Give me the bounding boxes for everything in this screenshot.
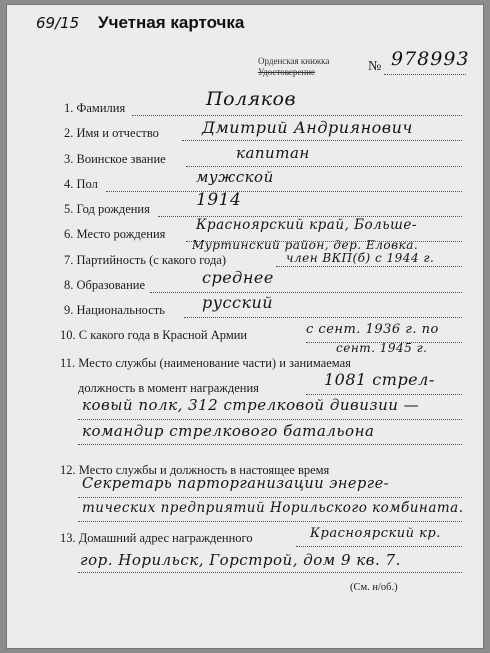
- field-line: [186, 166, 462, 167]
- field-label-army-since: 10. С какого года в Красной Армии: [60, 328, 248, 342]
- record-card: [6, 4, 484, 649]
- field-line: [106, 191, 462, 192]
- field-line: [132, 115, 462, 116]
- field-value-birth-year: 1914: [196, 190, 242, 210]
- field-line: [78, 497, 462, 498]
- field-value-service-2: ковый полк, 312 стрелковой дивизии —: [82, 396, 420, 414]
- field-label-name: 2. Имя и отчество: [64, 126, 159, 140]
- field-value-army-since: с сент. 1936 г. по: [306, 322, 439, 337]
- field-label-party: 7. Партийность (с какого года): [64, 253, 227, 267]
- field-line: [182, 140, 462, 141]
- field-value-current-service-2: тических предприятий Норильского комбината.: [82, 500, 464, 516]
- field-label-nationality: 9. Национальность: [64, 303, 165, 317]
- field-label-education: 8. Образование: [64, 278, 146, 292]
- field-line: [296, 546, 462, 547]
- field-value-name: Дмитрий Андриянович: [202, 118, 413, 137]
- field-value-army-until: сент. 1945 г.: [336, 341, 428, 355]
- number-line: [384, 74, 466, 75]
- field-label-birth-year: 5. Год рождения: [64, 202, 150, 216]
- field-line: [276, 266, 462, 267]
- field-label-service: 11. Место службы (наименование части) и занимаемая: [60, 356, 351, 370]
- field-label-address: 13. Домашний адрес награжденного: [60, 531, 253, 545]
- file-number: 69/15: [36, 14, 80, 32]
- field-value-address-2: гор. Норильск, Горстрой, дом 9 кв. 7.: [80, 551, 401, 569]
- field-label-birthplace: 6. Место рождения: [64, 227, 166, 241]
- field-value-education: среднее: [202, 268, 274, 287]
- field-value-birthplace: Красноярский край, Больше-: [196, 217, 417, 233]
- field-value-address: Красноярский кр.: [310, 526, 441, 541]
- order-book-label: Орденская книжка: [258, 56, 330, 66]
- field-line: [78, 444, 462, 445]
- field-line: [78, 572, 462, 573]
- field-value-party: член ВКП(б) с 1944 г.: [286, 251, 435, 265]
- field-value-current-service: Секретарь парторганизации энерге-: [82, 476, 390, 492]
- field-value-service-3: командир стрелкового батальона: [82, 422, 375, 440]
- field-value-birthplace-cont: Муртинский район, дер. Еловка.: [192, 238, 419, 252]
- number-prefix: №: [368, 59, 382, 74]
- field-line: [184, 317, 462, 318]
- see-reverse-note: (См. н/об.): [350, 582, 398, 593]
- field-label-service-cont: должность в момент награждения: [78, 381, 259, 395]
- field-line: [150, 292, 462, 293]
- field-value-surname: Поляков: [206, 88, 297, 110]
- certificate-label-struck: Удостоверение: [258, 67, 316, 77]
- order-book-number: 978993: [391, 48, 470, 70]
- field-value-rank: капитан: [236, 144, 310, 162]
- field-line: [306, 342, 462, 343]
- card-title: Учетная карточка: [98, 13, 245, 32]
- field-value-nationality: русский: [202, 293, 274, 312]
- field-label-surname: 1. Фамилия: [64, 101, 126, 115]
- field-label-rank: 3. Воинское звание: [64, 152, 166, 166]
- field-value-service: 1081 стрел-: [324, 370, 435, 389]
- field-line: [78, 521, 462, 522]
- field-line: [78, 419, 462, 420]
- field-value-sex: мужской: [196, 168, 274, 186]
- field-label-sex: 4. Пол: [64, 177, 98, 191]
- field-line: [306, 394, 462, 395]
- field-label-current-service: 12. Место службы и должность в настоящее время: [60, 463, 330, 477]
